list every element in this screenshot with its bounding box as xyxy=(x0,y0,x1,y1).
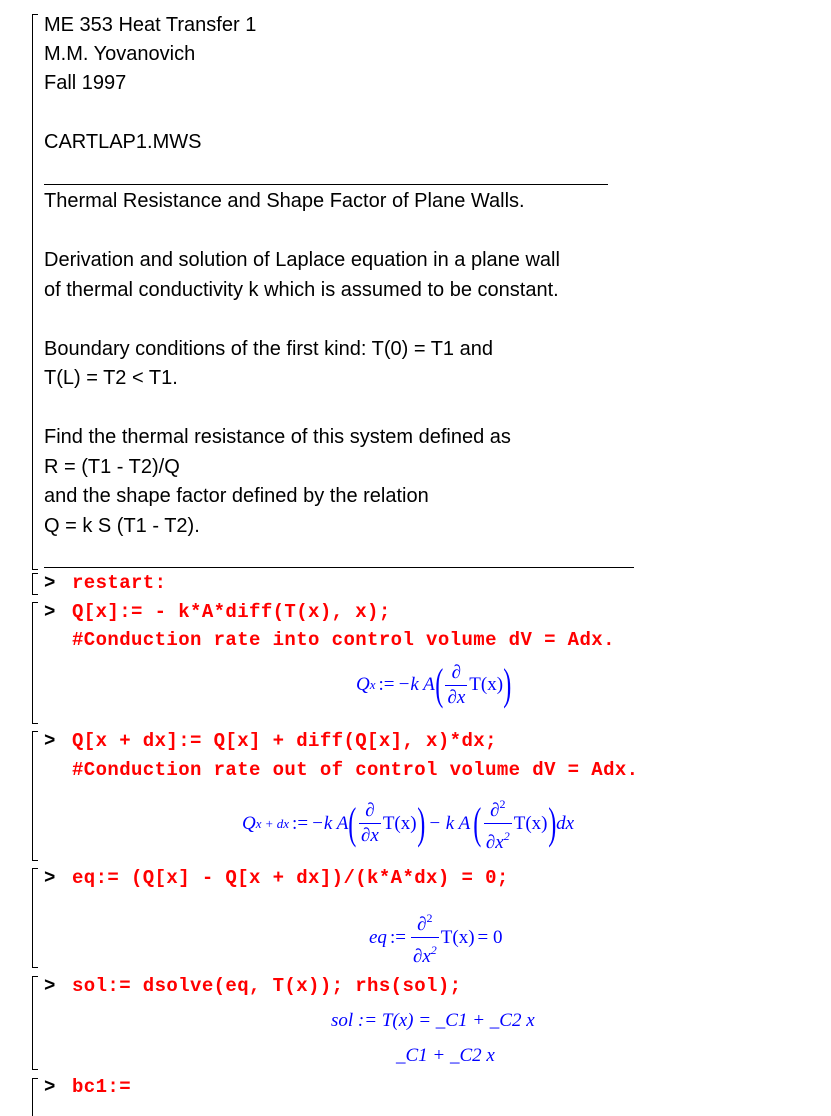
paragraph-line: Derivation and solution of Laplace equation in a plane wall xyxy=(44,249,560,271)
prompt-symbol: > xyxy=(44,867,56,889)
execution-group-bracket[interactable] xyxy=(32,868,33,968)
text-region-bracket xyxy=(32,14,33,570)
input-qx[interactable]: Q[x]:= - k*A*diff(T(x), x); xyxy=(72,601,391,623)
author: M.M. Yovanovich xyxy=(44,43,196,65)
prompt-symbol: > xyxy=(44,730,56,752)
paragraph-line: Boundary conditions of the first kind: T(0) = T1 and xyxy=(44,338,493,360)
divider xyxy=(44,567,634,568)
output-eq: eq := $\frac{\partial^2}{\partial x^2}$ T(x) = 0 xyxy=(369,906,506,969)
paragraph-line: and the shape factor defined by the relation xyxy=(44,485,429,507)
filename: CARTLAP1.MWS xyxy=(44,131,202,153)
output-qx: Q x := −k A ( $\frac{\partial}{\partial x}$ T(x) ) xyxy=(356,660,512,709)
paragraph-line: of thermal conductivity k which is assumed to be constant. xyxy=(44,279,559,301)
execution-group-bracket[interactable] xyxy=(32,573,33,595)
course-title: ME 353 Heat Transfer 1 xyxy=(44,14,257,36)
prompt-symbol: > xyxy=(44,1076,56,1098)
output-sol: sol := T(x) = _C1 + _C2 x xyxy=(331,1010,535,1031)
output-rhs: _C1 + _C2 x xyxy=(396,1045,495,1066)
paragraph-line: R = (T1 - T2)/Q xyxy=(44,456,180,478)
execution-group-bracket[interactable] xyxy=(32,602,33,724)
paragraph-line: Find the thermal resistance of this system defined as xyxy=(44,426,511,448)
prompt-symbol: > xyxy=(44,601,56,623)
section-title: Thermal Resistance and Shape Factor of Plane Walls. xyxy=(44,190,525,212)
term: Fall 1997 xyxy=(44,72,127,94)
execution-group-bracket[interactable] xyxy=(32,976,33,1070)
execution-group-bracket[interactable] xyxy=(32,731,33,861)
input-qxdx-comment[interactable]: #Conduction rate out of control volume dV = Adx. xyxy=(72,759,639,781)
divider xyxy=(44,184,608,185)
input-qx-comment[interactable]: #Conduction rate into control volume dV = Adx. xyxy=(72,629,615,651)
input-qxdx[interactable]: Q[x + dx]:= Q[x] + diff(Q[x], x)*dx; xyxy=(72,730,497,752)
input-restart[interactable]: restart: xyxy=(72,572,167,594)
paragraph-line: Q = k S (T1 - T2). xyxy=(44,515,200,537)
input-sol[interactable]: sol:= dsolve(eq, T(x)); rhs(sol); xyxy=(72,975,462,997)
input-bc1[interactable]: bc1:= xyxy=(72,1076,132,1098)
input-eq[interactable]: eq:= (Q[x] - Q[x + dx])/(k*A*dx) = 0; xyxy=(72,867,509,889)
prompt-symbol: > xyxy=(44,975,56,997)
output-qxdx: Q x + dx := −k A ( $\frac{\partial}{\partial x}$ T(x) ) − k A ( $\frac{\partial^2}{\partial x^2}$ T(x) ) dx xyxy=(242,792,574,855)
execution-group-bracket[interactable] xyxy=(32,1078,33,1116)
prompt-symbol: > xyxy=(44,572,56,594)
paragraph-line: T(L) = T2 < T1. xyxy=(44,367,178,389)
